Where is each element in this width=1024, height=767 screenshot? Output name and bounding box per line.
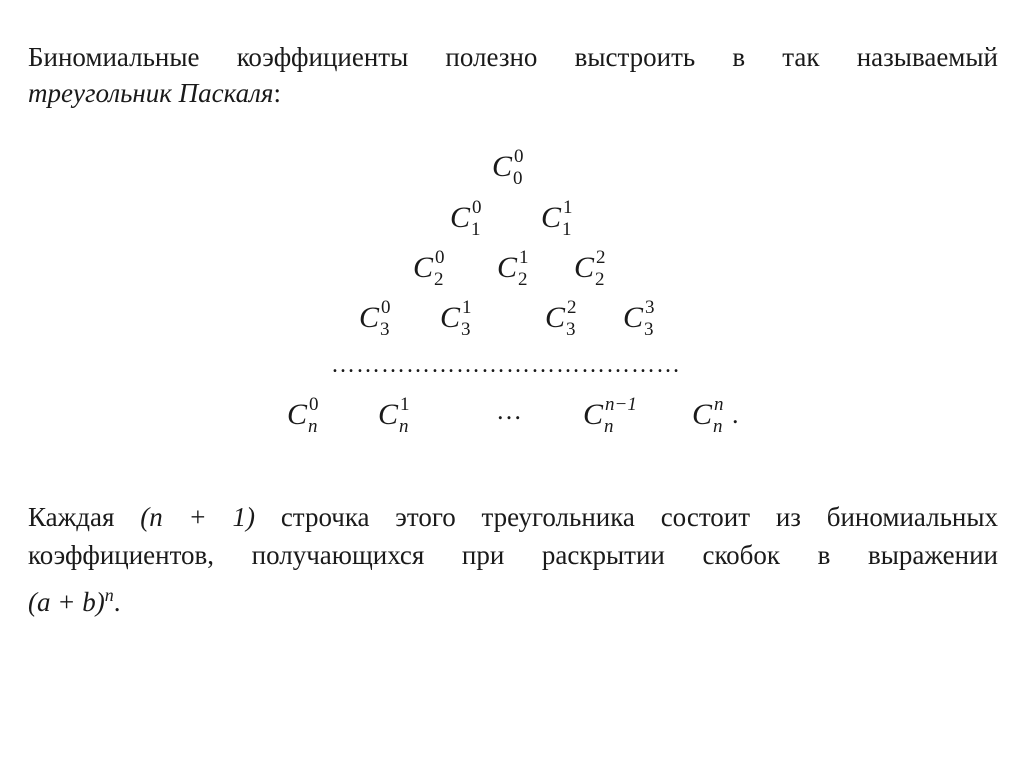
coef-sub: 2 bbox=[595, 269, 605, 290]
coef-sup: 0 bbox=[514, 146, 524, 167]
coef-c-3-2 bbox=[545, 297, 605, 340]
coef-symbol: C bbox=[359, 301, 380, 334]
outro-period: . bbox=[113, 587, 121, 617]
coef-symbol: C bbox=[541, 201, 562, 234]
coef-sup: n−1 bbox=[605, 394, 637, 415]
coef-symbol: C bbox=[492, 150, 513, 183]
dotted-separator: …………………………………… bbox=[331, 352, 681, 378]
intro-colon: : bbox=[273, 78, 281, 108]
coef-sup: 0 bbox=[381, 297, 391, 318]
coef-sup: 1 bbox=[400, 394, 410, 415]
coef-c-2-1 bbox=[497, 247, 557, 290]
coef-symbol: C bbox=[545, 301, 566, 334]
coef-sub: n bbox=[604, 416, 614, 437]
coef-sub: n bbox=[308, 416, 318, 437]
coef-sup: 0 bbox=[309, 394, 319, 415]
coef-sup: 1 bbox=[519, 247, 529, 268]
coef-sup: 1 bbox=[462, 297, 472, 318]
coef-sup: n bbox=[714, 394, 724, 415]
coef-sup: 0 bbox=[472, 197, 482, 218]
coef-c-n-n bbox=[692, 394, 736, 437]
coef-sub: 2 bbox=[434, 269, 444, 290]
coef-symbol: C bbox=[440, 301, 461, 334]
outro-word-1: Каждая bbox=[28, 502, 115, 532]
coef-c-3-1 bbox=[440, 297, 500, 340]
coef-c-2-2 bbox=[574, 247, 634, 290]
coef-symbol: C bbox=[574, 251, 595, 284]
coef-c-n-1 bbox=[378, 394, 438, 437]
coef-sub: n bbox=[399, 416, 409, 437]
intro-text-1: Биномиальные коэффициенты полезно выстроить в так называемый bbox=[28, 42, 998, 72]
coef-sub: 3 bbox=[566, 319, 576, 340]
coef-sub: 2 bbox=[518, 269, 528, 290]
final-period: . bbox=[732, 400, 739, 429]
coef-c-2-0 bbox=[413, 247, 473, 290]
coef-c-n-n-minus-1 bbox=[583, 394, 673, 437]
coef-sub: 1 bbox=[471, 219, 481, 240]
outro-text-2: коэффициентов, получающихся при раскрытии скобок в выражении bbox=[28, 540, 998, 570]
coef-symbol: C bbox=[378, 398, 399, 431]
row-ellipsis: … bbox=[496, 396, 522, 425]
coef-c-3-0 bbox=[359, 297, 419, 340]
coef-symbol: C bbox=[287, 398, 308, 431]
coef-sup: 2 bbox=[567, 297, 577, 318]
intro-line-1 bbox=[28, 40, 998, 74]
coef-symbol: C bbox=[583, 398, 604, 431]
expr-a-plus-b: (a + b) bbox=[28, 587, 105, 617]
expr-n-plus-1: (n + 1) bbox=[140, 502, 256, 532]
coef-sub: 3 bbox=[644, 319, 654, 340]
coef-sub: 3 bbox=[461, 319, 471, 340]
coef-c-n-0 bbox=[287, 394, 347, 437]
coef-c-3-3 bbox=[623, 297, 683, 340]
expr-exponent: n bbox=[104, 585, 114, 605]
coef-sub: 3 bbox=[380, 319, 390, 340]
coef-c-1-1 bbox=[541, 197, 601, 240]
coef-c-1-0 bbox=[450, 197, 510, 240]
coef-symbol: C bbox=[692, 398, 713, 431]
coef-sup: 1 bbox=[563, 197, 573, 218]
outro-line-1 bbox=[28, 500, 998, 534]
coef-c-0-0 bbox=[492, 146, 552, 189]
coef-symbol: C bbox=[497, 251, 518, 284]
coef-symbol: C bbox=[413, 251, 434, 284]
coef-symbol: C bbox=[450, 201, 471, 234]
coef-sub: 0 bbox=[513, 168, 523, 189]
coef-sup: 0 bbox=[435, 247, 445, 268]
coef-sup: 3 bbox=[645, 297, 655, 318]
coef-sub: n bbox=[713, 416, 723, 437]
coef-sup: 2 bbox=[596, 247, 606, 268]
coef-sub: 1 bbox=[562, 219, 572, 240]
coef-symbol: C bbox=[623, 301, 644, 334]
outro-line-2 bbox=[28, 538, 998, 572]
outro-line-3 bbox=[28, 578, 998, 619]
pascal-triangle-term: треугольник Паскаля bbox=[28, 78, 274, 108]
outro-text-1: строчка этого треугольника состоит из биномиальных bbox=[280, 502, 998, 532]
intro-line-2 bbox=[28, 76, 998, 110]
